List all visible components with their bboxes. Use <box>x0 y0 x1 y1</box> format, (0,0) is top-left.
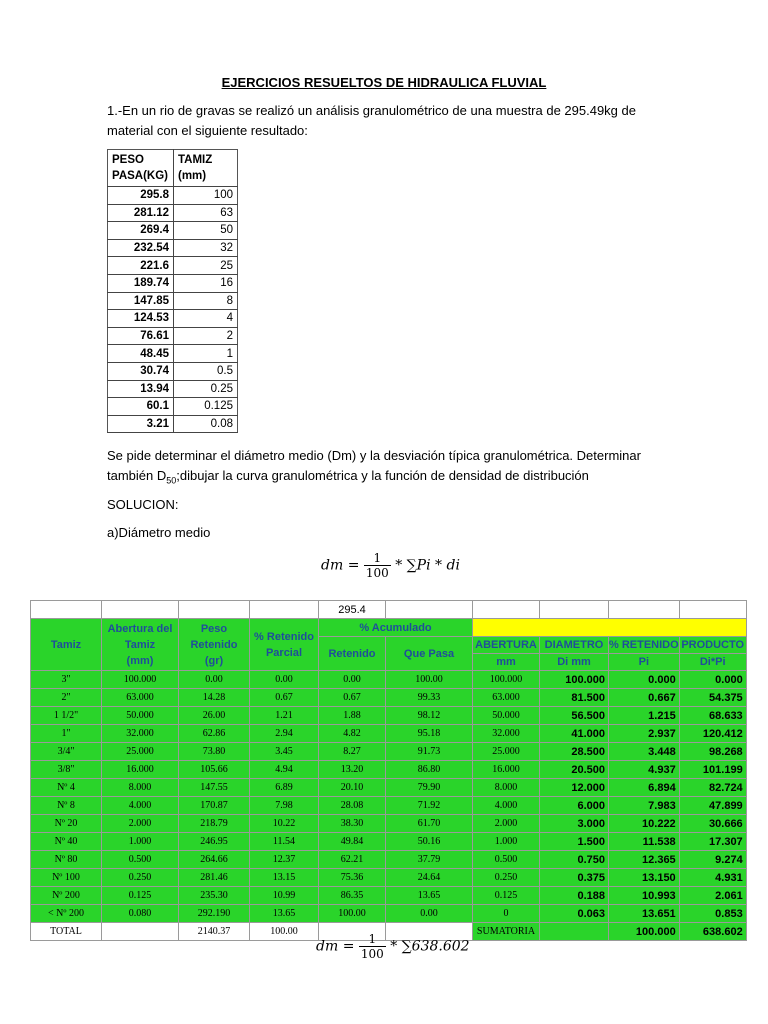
producto-cell: 17.307 <box>679 833 746 851</box>
weight-cell: 189.74 <box>108 274 174 292</box>
weight-cell: 3.21 <box>108 415 174 433</box>
result-formula: dm = $\frac{1}{100}$ * ∑638.602 <box>316 932 470 961</box>
table-row <box>31 689 747 707</box>
acumulado-header: % Acumulado <box>319 619 473 637</box>
table-row <box>31 743 747 761</box>
sieve-input-row <box>108 415 238 433</box>
peso-retenido-cell: 264.66 <box>179 851 250 869</box>
diametro-cell: 28.500 <box>540 743 609 761</box>
abertura-mm-cell: 4.000 <box>473 797 540 815</box>
diametro-cell: 81.500 <box>540 689 609 707</box>
diametro-cell: 56.500 <box>540 707 609 725</box>
total-weight-top: 295.4 <box>319 601 386 619</box>
sieve-input-row <box>108 222 238 240</box>
abertura-mm-cell: 25.000 <box>473 743 540 761</box>
acum-retenido-cell: 20.10 <box>319 779 386 797</box>
weight-cell: 124.53 <box>108 310 174 328</box>
sieve-cell: 0.5 <box>174 362 238 380</box>
tamiz-header: Tamiz <box>31 619 102 671</box>
tamiz-cell: 1" <box>31 725 102 743</box>
producto-cell: 98.268 <box>679 743 746 761</box>
sieve-input-table <box>107 149 238 433</box>
weight-cell: 30.74 <box>108 362 174 380</box>
sieve-input-row <box>108 239 238 257</box>
peso-retenido-cell: 218.79 <box>179 815 250 833</box>
retenido-parcial-header: % Retenido Parcial <box>250 619 319 671</box>
tamiz-cell: Nº 40 <box>31 833 102 851</box>
pct-retenido-cell: 3.448 <box>609 743 680 761</box>
sieve-input-row <box>108 327 238 345</box>
abertura-cell: 0.250 <box>102 869 179 887</box>
abertura-cell: 1.000 <box>102 833 179 851</box>
tamiz-cell: Nº 8 <box>31 797 102 815</box>
retenido-parcial-cell: 0.67 <box>250 689 319 707</box>
que-pasa-cell: 37.79 <box>386 851 473 869</box>
que-pasa-cell: 13.65 <box>386 887 473 905</box>
diametro-cell: 1.500 <box>540 833 609 851</box>
sieve-input-row <box>108 204 238 222</box>
page-title: EJERCICIOS RESUELTOS DE HIDRAULICA FLUVIAL <box>221 75 547 90</box>
que-pasa-cell: 79.90 <box>386 779 473 797</box>
retenido-parcial-cell: 7.98 <box>250 797 319 815</box>
producto-cell: 47.899 <box>679 797 746 815</box>
acum-retenido-cell: 100.00 <box>319 905 386 923</box>
abertura-header: Abertura del Tamiz (mm) <box>102 619 179 671</box>
peso-retenido-cell: 170.87 <box>179 797 250 815</box>
tamiz-cell: 3/4" <box>31 743 102 761</box>
acum-retenido-cell: 75.36 <box>319 869 386 887</box>
pct-retenido-cell: 12.365 <box>609 851 680 869</box>
weight-cell: 281.12 <box>108 204 174 222</box>
abertura-cell: 8.000 <box>102 779 179 797</box>
yellow-band <box>473 619 747 637</box>
peso-header: Peso Retenido (gr) <box>179 619 250 671</box>
que-pasa-header: Que Pasa <box>386 637 473 671</box>
weight-cell: 76.61 <box>108 327 174 345</box>
que-pasa-cell: 95.18 <box>386 725 473 743</box>
producto-cell: 0.000 <box>679 671 746 689</box>
diametro-cell: 0.063 <box>540 905 609 923</box>
sieve-input-row <box>108 257 238 275</box>
abertura-mm-cell: 8.000 <box>473 779 540 797</box>
formula-fraction: $\frac{1}{100}$ <box>365 551 389 580</box>
abertura-mm-cell: 50.000 <box>473 707 540 725</box>
acum-retenido-cell: 86.35 <box>319 887 386 905</box>
que-pasa-cell: 24.64 <box>386 869 473 887</box>
acum-retenido-cell: 49.84 <box>319 833 386 851</box>
sieve-cell: 8 <box>174 292 238 310</box>
abertura-cell: 25.000 <box>102 743 179 761</box>
retenido-parcial-cell: 12.37 <box>250 851 319 869</box>
total-ret-parcial: 100.00 <box>250 923 319 941</box>
abertura-mm-cell: 1.000 <box>473 833 540 851</box>
retenido-parcial-cell: 1.21 <box>250 707 319 725</box>
acum-retenido-cell: 4.82 <box>319 725 386 743</box>
diametro-cell: 100.000 <box>540 671 609 689</box>
total-peso: 2140.37 <box>179 923 250 941</box>
abertura-cell: 16.000 <box>102 761 179 779</box>
sieve-cell: 100 <box>174 187 238 205</box>
peso-retenido-cell: 235.30 <box>179 887 250 905</box>
peso-retenido-cell: 0.00 <box>179 671 250 689</box>
tamiz-cell: Nº 80 <box>31 851 102 869</box>
weight-cell: 232.54 <box>108 239 174 257</box>
pct-retenido-cell: 4.937 <box>609 761 680 779</box>
acum-retenido-cell: 28.08 <box>319 797 386 815</box>
diametro-cell: 12.000 <box>540 779 609 797</box>
retenido-parcial-cell: 4.94 <box>250 761 319 779</box>
retenido-parcial-cell: 11.54 <box>250 833 319 851</box>
producto-cell: 4.931 <box>679 869 746 887</box>
request-statement <box>107 446 641 491</box>
abertura-mm-cell: 63.000 <box>473 689 540 707</box>
abertura-mm-cell: 100.000 <box>473 671 540 689</box>
total-empty <box>540 923 609 941</box>
table-row <box>31 905 747 923</box>
pct-retenido-cell: 0.667 <box>609 689 680 707</box>
peso-retenido-cell: 14.28 <box>179 689 250 707</box>
abertura-mm-cell: 0.500 <box>473 851 540 869</box>
retenido-parcial-cell: 10.22 <box>250 815 319 833</box>
peso-retenido-cell: 281.46 <box>179 869 250 887</box>
acum-retenido-cell: 1.88 <box>319 707 386 725</box>
problem-line-1: 1.-En un rio de gravas se realizó un análisis granulométrico de una muestra de 295.49kg de <box>107 103 636 118</box>
producto-cell: 120.412 <box>679 725 746 743</box>
diametro-cell: 20.500 <box>540 761 609 779</box>
sieve-cell: 0.25 <box>174 380 238 398</box>
pct-retenido-cell: 13.651 <box>609 905 680 923</box>
granulometry-table <box>30 600 747 941</box>
diametro-cell: 0.188 <box>540 887 609 905</box>
abertura2-header: ABERTURA mm <box>473 637 540 671</box>
tamiz-cell: Nº 100 <box>31 869 102 887</box>
retenido-parcial-cell: 13.15 <box>250 869 319 887</box>
que-pasa-cell: 91.73 <box>386 743 473 761</box>
producto-header: PRODUCTO Di*Pi <box>679 637 746 671</box>
sumatoria-label: SUMATORIA <box>473 923 540 941</box>
sieve-cell: 0.125 <box>174 398 238 416</box>
que-pasa-cell: 100.00 <box>386 671 473 689</box>
request-line-2: también $D_{50};dibujar$ la curva granulométrica y la función de densidad de distribución <box>107 468 589 486</box>
total-label: TOTAL <box>31 923 102 941</box>
tamiz-cell: Nº 4 <box>31 779 102 797</box>
request-line-1: Se pide determinar el diámetro medio (Dm) y la desviación típica granulométrica. Determinar <box>107 448 641 463</box>
result-fraction: $\frac{1}{100}$ <box>360 932 384 961</box>
diametro-cell: 3.000 <box>540 815 609 833</box>
table-row <box>31 797 747 815</box>
diametro-cell: 0.750 <box>540 851 609 869</box>
table-row <box>31 887 747 905</box>
pct-retenido-cell: 6.894 <box>609 779 680 797</box>
acum-retenido-cell: 0.00 <box>319 671 386 689</box>
retenido-parcial-cell: 6.89 <box>250 779 319 797</box>
acum-retenido-cell: 13.20 <box>319 761 386 779</box>
tamiz-cell: 3" <box>31 671 102 689</box>
pct-retenido-cell: 11.538 <box>609 833 680 851</box>
sieve-cell: 2 <box>174 327 238 345</box>
weight-cell: 269.4 <box>108 222 174 240</box>
weight-cell: 13.94 <box>108 380 174 398</box>
weight-cell: 60.1 <box>108 398 174 416</box>
sieve-input-row <box>108 362 238 380</box>
weight-cell: 221.6 <box>108 257 174 275</box>
diametro-cell: 0.375 <box>540 869 609 887</box>
producto-cell: 0.853 <box>679 905 746 923</box>
tamiz-cell: 2" <box>31 689 102 707</box>
sieve-input-row <box>108 187 238 205</box>
que-pasa-cell: 86.80 <box>386 761 473 779</box>
sieve-cell: 25 <box>174 257 238 275</box>
sieve-input-row <box>108 274 238 292</box>
sieve-cell: 4 <box>174 310 238 328</box>
producto-cell: 54.375 <box>679 689 746 707</box>
diametro-header: DIAMETRO Di mm <box>540 637 609 671</box>
retenido-parcial-cell: 10.99 <box>250 887 319 905</box>
peso-retenido-cell: 105.66 <box>179 761 250 779</box>
problem-line-2: material con el siguiente resultado: <box>107 123 308 138</box>
peso-retenido-cell: 26.00 <box>179 707 250 725</box>
producto-cell: 2.061 <box>679 887 746 905</box>
abertura-cell: 4.000 <box>102 797 179 815</box>
abertura-cell: 63.000 <box>102 689 179 707</box>
weight-cell: 48.45 <box>108 345 174 363</box>
retenido-parcial-cell: 2.94 <box>250 725 319 743</box>
peso-retenido-cell: 73.80 <box>179 743 250 761</box>
sieve-header: TAMIZ (mm) <box>174 150 238 187</box>
pct-retenido-cell: 0.000 <box>609 671 680 689</box>
weight-cell: 295.8 <box>108 187 174 205</box>
pct-retenido-cell: 10.222 <box>609 815 680 833</box>
abertura-cell: 0.080 <box>102 905 179 923</box>
producto-cell: 30.666 <box>679 815 746 833</box>
abertura-cell: 100.000 <box>102 671 179 689</box>
acum-retenido-cell: 38.30 <box>319 815 386 833</box>
que-pasa-cell: 98.12 <box>386 707 473 725</box>
sieve-input-row <box>108 345 238 363</box>
tamiz-cell: 1 1/2" <box>31 707 102 725</box>
pct-retenido-header: % RETENIDO Pi <box>609 637 680 671</box>
sieve-input-row <box>108 310 238 328</box>
diametro-cell: 41.000 <box>540 725 609 743</box>
abertura-mm-cell: 2.000 <box>473 815 540 833</box>
solution-label: SOLUCION: <box>107 497 179 512</box>
retenido-parcial-cell: 0.00 <box>250 671 319 689</box>
sieve-cell: 1 <box>174 345 238 363</box>
abertura-cell: 0.125 <box>102 887 179 905</box>
sieve-cell: 0.08 <box>174 415 238 433</box>
abertura-mm-cell: 0 <box>473 905 540 923</box>
table-row <box>31 833 747 851</box>
table-row <box>31 671 747 689</box>
acum-retenido-cell: 0.67 <box>319 689 386 707</box>
producto-cell: 9.274 <box>679 851 746 869</box>
sieve-cell: 50 <box>174 222 238 240</box>
diametro-cell: 6.000 <box>540 797 609 815</box>
sieve-cell: 63 <box>174 204 238 222</box>
pct-retenido-cell: 1.215 <box>609 707 680 725</box>
table-row <box>31 851 747 869</box>
abertura-mm-cell: 0.125 <box>473 887 540 905</box>
acum-retenido-cell: 8.27 <box>319 743 386 761</box>
peso-retenido-cell: 246.95 <box>179 833 250 851</box>
sieve-input-row <box>108 292 238 310</box>
mean-diameter-formula: dm = $\frac{1}{100}$ * ∑Pi * di <box>321 551 460 580</box>
table-row <box>31 815 747 833</box>
pct-retenido-cell: 7.983 <box>609 797 680 815</box>
pct-retenido-cell: 10.993 <box>609 887 680 905</box>
abertura-cell: 50.000 <box>102 707 179 725</box>
abertura-cell: 32.000 <box>102 725 179 743</box>
que-pasa-cell: 61.70 <box>386 815 473 833</box>
acum-retenido-cell: 62.21 <box>319 851 386 869</box>
tamiz-cell: 3/8" <box>31 761 102 779</box>
total-pct: 100.000 <box>609 923 680 941</box>
abertura-cell: 2.000 <box>102 815 179 833</box>
section-a-label: a)Diámetro medio <box>107 525 211 540</box>
sieve-cell: 32 <box>174 239 238 257</box>
total-product: 638.602 <box>679 923 746 941</box>
tamiz-cell: < Nº 200 <box>31 905 102 923</box>
producto-cell: 101.199 <box>679 761 746 779</box>
problem-statement <box>107 101 636 141</box>
table-row <box>31 869 747 887</box>
table-row <box>31 725 747 743</box>
abertura-mm-cell: 32.000 <box>473 725 540 743</box>
pct-retenido-cell: 13.150 <box>609 869 680 887</box>
sieve-input-row <box>108 398 238 416</box>
sieve-input-row <box>108 380 238 398</box>
weight-cell: 147.85 <box>108 292 174 310</box>
table-row <box>31 761 747 779</box>
que-pasa-cell: 0.00 <box>386 905 473 923</box>
retenido-parcial-cell: 13.65 <box>250 905 319 923</box>
table-row <box>31 707 747 725</box>
abertura-mm-cell: 16.000 <box>473 761 540 779</box>
tamiz-cell: Nº 20 <box>31 815 102 833</box>
peso-retenido-cell: 292.190 <box>179 905 250 923</box>
tamiz-cell: Nº 200 <box>31 887 102 905</box>
retenido-header: Retenido <box>319 637 386 671</box>
que-pasa-cell: 50.16 <box>386 833 473 851</box>
peso-retenido-cell: 62.86 <box>179 725 250 743</box>
sieve-cell: 16 <box>174 274 238 292</box>
producto-cell: 82.724 <box>679 779 746 797</box>
producto-cell: 68.633 <box>679 707 746 725</box>
table-row <box>31 779 747 797</box>
que-pasa-cell: 99.33 <box>386 689 473 707</box>
abertura-cell: 0.500 <box>102 851 179 869</box>
que-pasa-cell: 71.92 <box>386 797 473 815</box>
abertura-mm-cell: 0.250 <box>473 869 540 887</box>
pct-retenido-cell: 2.937 <box>609 725 680 743</box>
weight-header: PESO PASA(KG) <box>108 150 174 187</box>
retenido-parcial-cell: 3.45 <box>250 743 319 761</box>
peso-retenido-cell: 147.55 <box>179 779 250 797</box>
total-empty <box>102 923 179 941</box>
